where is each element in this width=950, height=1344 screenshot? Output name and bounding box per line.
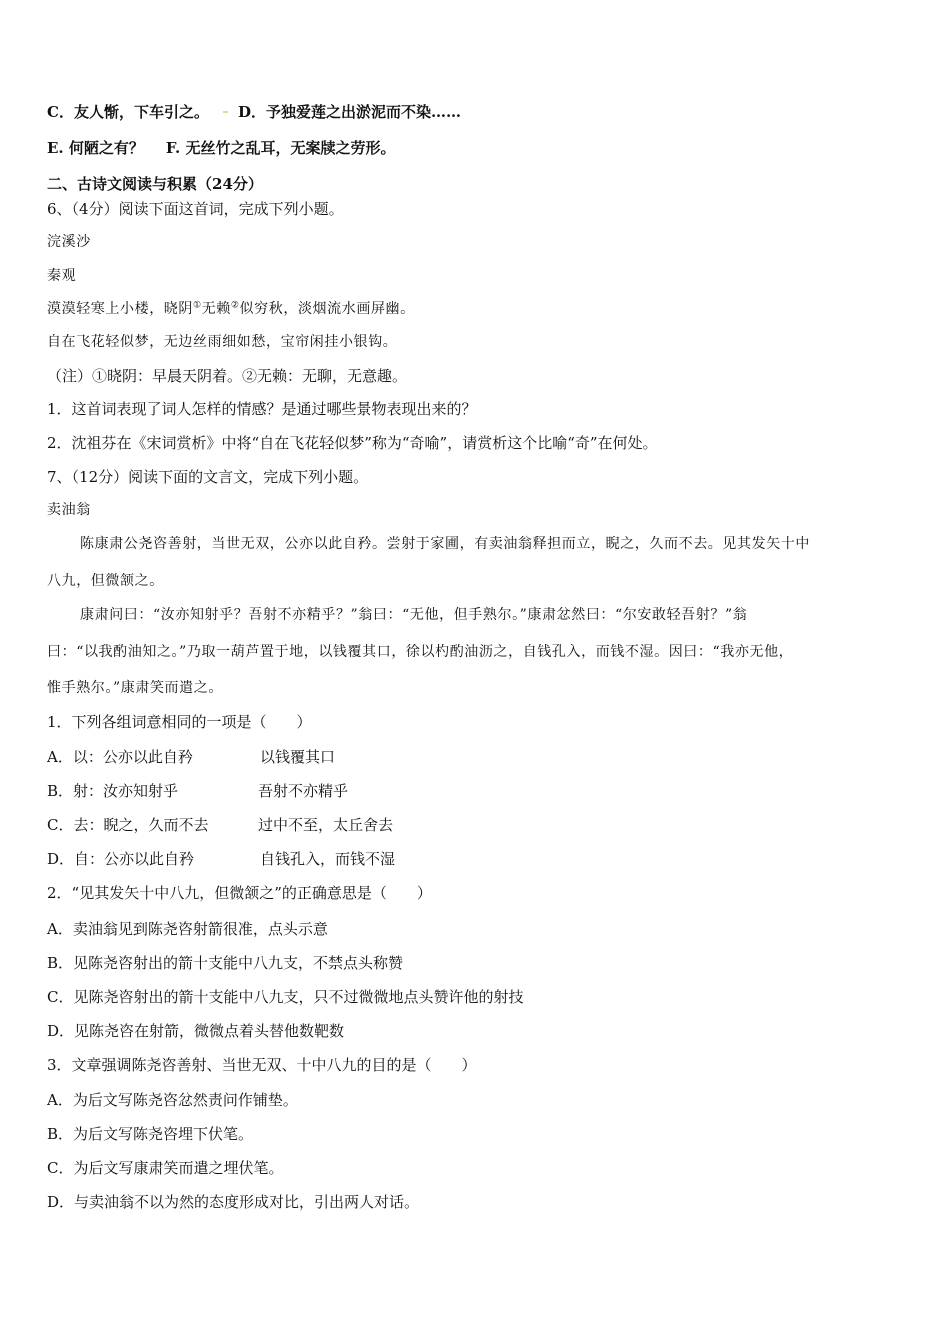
q7-s2-option-b: B．见陈尧咨射出的箭十支能中八九支，不禁点头称赞: [47, 954, 404, 972]
passage-title: 卖油翁: [47, 502, 91, 518]
q7-s1-option-a: [47, 747, 336, 767]
option-a-left: A．以：公亦以此自矜: [47, 748, 193, 766]
q6-intro: 6、（4分）阅读下面这首词，完成下列小题。: [47, 200, 344, 218]
q7-s2-option-a: A．卖油翁见到陈尧咨射箭很准，点头示意: [47, 920, 328, 938]
option-f: F. 无丝竹之乱耳，无案牍之劳形。: [165, 139, 396, 157]
footnote-mark-2: ②: [230, 300, 240, 311]
q7-s3-option-a: A．为后文写陈尧咨忿然责问作铺垫。: [47, 1091, 298, 1109]
option-a-right: 以钱覆其口: [260, 748, 336, 766]
section-title: 二、古诗文阅读与积累（24分）: [47, 175, 263, 193]
option-row-cd: [47, 102, 461, 122]
q6-sub-2: 2．沈祖芬在《宋词赏析》中将“自在飞花轻似梦”称为“奇喻”，请赏析这个比喻“奇”在何处。: [47, 434, 658, 452]
passage-p2-line-2: 曰：“以我酌油知之。”乃取一葫芦置于地，以钱覆其口，徐以杓酌油沥之，自钱孔入，而钱不湿。因曰：“我亦无他，: [47, 644, 794, 660]
poem-line-1: [47, 299, 415, 319]
q7-s3-option-c: C．为后文写康肃笑而遣之埋伏笔。: [47, 1159, 284, 1177]
q7-s1-option-c: [47, 815, 394, 835]
q7-s1-option-b: [47, 781, 349, 801]
q7-s2-option-d: D．见陈尧咨在射箭，微微点着头替他数靶数: [47, 1022, 345, 1040]
q7-s3-stem: 3．文章强调陈尧咨善射、当世无双、十中八九的目的是（ ）: [47, 1056, 477, 1074]
option-d-right: 自钱孔入，而钱不湿: [260, 850, 396, 868]
q7-s1-option-d: [47, 849, 396, 869]
option-row-ef: [47, 138, 395, 158]
option-d-left: D．自：公亦以此自矜: [47, 850, 195, 868]
option-c: C．友人惭，下车引之。: [47, 103, 209, 121]
decorative-mark: [223, 111, 228, 113]
q6-sub-1: 1．这首词表现了词人怎样的情感？是通过哪些景物表现出来的？: [47, 400, 477, 418]
q7-s1-stem: 1．下列各组词意相同的一项是（ ）: [47, 713, 312, 731]
footnote-mark-1: ①: [193, 300, 202, 311]
poem-title: 浣溪沙: [47, 234, 91, 250]
passage-p1-line-1: 陈康肃公尧咨善射，当世无双，公亦以此自矜。尝射于家圃，有卖油翁释担而立，睨之，久而不去。见其发矢十中: [80, 536, 810, 552]
poem-line-2: 自在飞花轻似梦，无边丝雨细如愁，宝帘闲挂小银钩。: [47, 334, 398, 350]
passage-p2-line-3: 惟手熟尔。”康肃笑而遣之。: [47, 680, 223, 696]
option-e: E. 何陋之有？: [47, 139, 144, 157]
poem-note: （注）①晓阴：早晨天阴着。②无赖：无聊，无意趣。: [47, 367, 408, 385]
poem-line-1-part-b: 无赖: [201, 301, 231, 317]
option-c-right: 过中不至，太丘舍去: [258, 816, 394, 834]
passage-p1-line-2: 八九，但微颔之。: [47, 573, 164, 589]
poem-author: 秦观: [47, 268, 77, 284]
passage-p2-line-1: 康肃问曰：“汝亦知射乎？吾射不亦精乎？”翁曰：“无他，但手熟尔。”康肃忿然曰：“尔安敢轻吾射？”翁: [80, 607, 748, 623]
poem-line-1-part-c: 似穷秋，淡烟流水画屏幽。: [239, 301, 415, 317]
q7-s3-option-b: B．为后文写陈尧咨埋下伏笔。: [47, 1125, 254, 1143]
q7-s2-stem: 2．“见其发矢十中八九，但微颔之”的正确意思是（ ）: [47, 884, 432, 902]
q7-intro: 7、（12分）阅读下面的文言文，完成下列小题。: [47, 468, 369, 486]
q7-s2-option-c: C．见陈尧咨射出的箭十支能中八九支，只不过微微地点头赞许他的射技: [47, 988, 524, 1006]
poem-line-1-part-a: 漠漠轻寒上小楼，晓阴: [47, 301, 193, 317]
option-b-right: 吾射不亦精乎: [258, 782, 349, 800]
option-c-left: C．去：睨之，久而不去: [47, 816, 209, 834]
q7-s3-option-d: D．与卖油翁不以为然的态度形成对比，引出两人对话。: [47, 1193, 420, 1211]
option-b-left: B．射：汝亦知射乎: [47, 782, 179, 800]
option-d: D．予独爱莲之出淤泥而不染……: [237, 103, 461, 121]
